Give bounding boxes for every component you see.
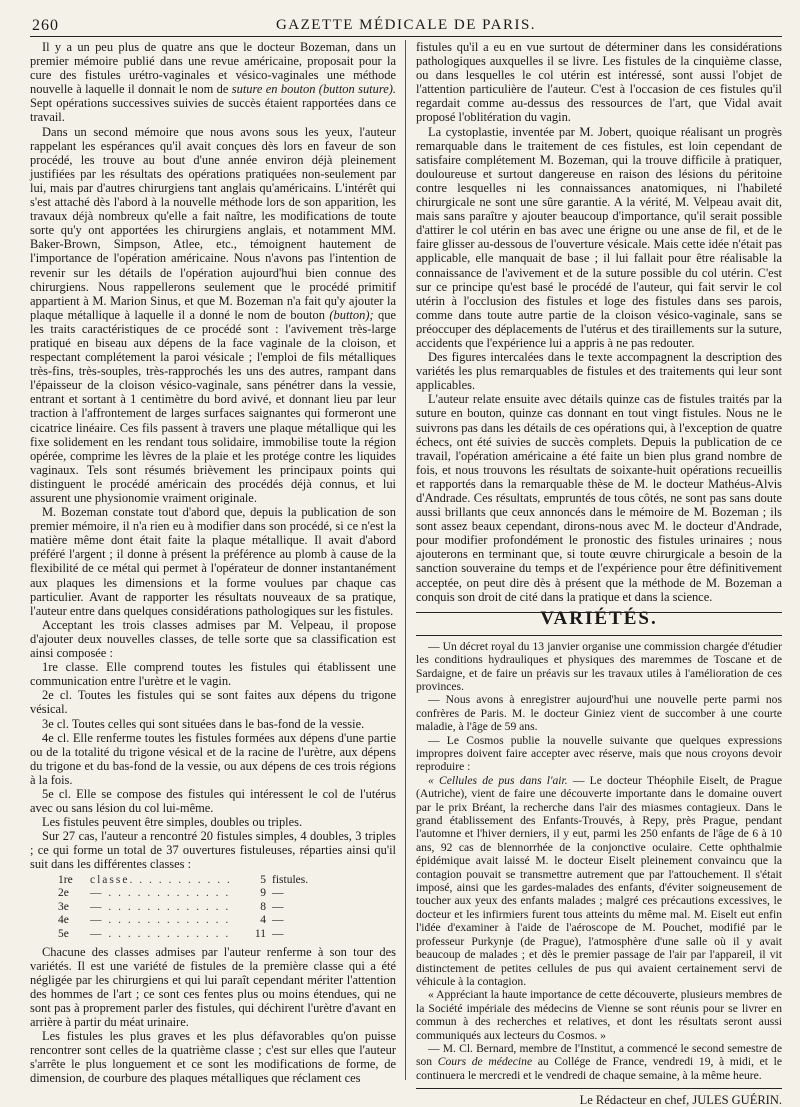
paragraph: fistules qu'il a eu en vue surtout de déterminer dans les considérations pathologiques auxquelles il se livre. Les fistules de la cinquième classe, ou dans lesquelles le col utérin est intéressé, sont aussi l'objet de l'attention particulière de l'auteur. C'est à l'occasion de ces fistules qu'il regardait comme au-dessus des ressources de l'art, que Vidal avait proposé l'oblitération du vagin.	[416, 40, 782, 125]
class-item: 4e cl. Elle renferme toutes les fistules formées aux dépens d'une partie ou de la totalité du trigone vésical et de la racine de l'urètre, aux dépens du trigone et du bas-fond de la vessie, ou aux dépens de ces trois régions à la fois.	[30, 730, 396, 787]
class-item: 2e cl. Toutes les fistules qui se sont faites aux dépens du trigone vésical.	[30, 688, 396, 717]
fistula-count-table	[58, 874, 396, 942]
paragraph: Il y a un peu plus de quatre ans que le docteur Bozeman, dans un premier mémoire publié dans une revue américaine, proposait pour la cure des fistules urétro-vaginales et vésico-vaginales une méthode nouvelle à laquelle il donnait le nom de suture en bouton (button suture). Sept opérations successives suivies de succès étaient rapportées dans ce travail.	[30, 40, 396, 125]
class-item: 5e cl. Elle se compose des fistules qui intéressent le col de l'utérus avec ou sans lésion du col lui-même.	[30, 786, 396, 816]
table-row: 4e — . . . . . . . . . . . . . 4 —	[58, 914, 284, 927]
emphasis: (button);	[329, 307, 374, 322]
table-row: 1re classe. . . . . . . . . . . 5 fistules.	[58, 873, 309, 886]
news-item: — Le Cosmos publie la nouvelle suivante que quelques expressions impropres doivent faire accepter avec réserve, mais que nous croyons devoir reproduire :	[416, 733, 782, 774]
emphasis: Cours de médecine	[437, 1055, 533, 1069]
class-item: 1re classe. Elle comprend toutes les fistules qui établissent une communication entre l'urètre et le vagin.	[30, 660, 396, 689]
table-row: 5e — . . . . . . . . . . . . . 11 —	[58, 927, 284, 940]
varietes-heading: VARIÉTÉS.	[540, 607, 658, 629]
news-item: « Appréciant la haute importance de cette découverte, plusieurs membres de la Société impériale des médecins de Vienne se sont réunis pour se livrer en commun à des recherches et relatives, et dont les résultats seront aussi communiqués aux lecteurs du Cosmos. »	[416, 988, 782, 1042]
page-header	[30, 14, 782, 37]
paragraph: L'auteur relate ensuite avec détails quinze cas de fistules traités par la suture en bouton, quinze cas donnant en tout vingt fistules. Nous ne le suivrons pas dans les détails de ces opérations qui, à l'exception de quatre échecs, ont été suivies de succès complets. Depuis la publication de ce travail, l'opération américaine a été faite un bien plus grand nombre de fois, et nous trouvons les résultats de soixante-huit opérations recueillis et rapportés dans la remarquable thèse de M. le docteur Mathéus-Alvis d'Andrade. Ces résultats, empruntés de tous côtés, ne sont pas sans doute aussi brillants que ceux annoncés dans le mémoire de M. Bozeman ; ils sont assez beaux cependant, dirons-nous avec M. le docteur d'Andrade, pour modifier profondément le pronostic des fistules urinaires ; nous ajouterons en terminant que, si toute œuvre chirurgicale a besoin de la sanction souveraine du temps et de l'expérience pour être définitivement acceptée, on peut dire dès à présent que la méthode de M. Bozeman a conquis son droit de cité dans la pratique et dans la science.	[416, 392, 782, 604]
paragraph: Dans un second mémoire que nous avons sous les yeux, l'auteur rappelant les espérances qu'il avait conçues dès lors en faveur de son procédé, les trouve au bout d'une année environ déjà pleinement justifiées par les résultats des opérations pratiquées non-seulement par lui, mais par d'autres chirurgiens tant anglais qu'américains. L'intérêt qui s'est attaché dès l'abord à la nouvelle méthode lors de son apparition, les travaux déjà nombreux qu'elle a fait naître, les modifications de toute sorte qu'y ont apportées les chirurgiens anglais, et notamment MM. Baker-Brown, Simpson, Atlee, etc., témoignent hautement de l'importance de l'opération américaine. Nous n'avons pas l'intention de revenir sur les détails de l'opération aujourd'hui bien connue des chirurgiens. Nous rappellerons seulement que le procédé primitif appartient à M. Marion Sinus, et que M. Bozeman n'a fait qu'y ajouter la plaque métallique à laquelle il a donné le nom de bouton (button); que les traits caractéristiques de ce procédé sont : l'avivement très-large pratiqué en biseau aux dépens de la face vaginale de la cloison, et respectant complétement la paroi vésicale ; l'emploi de fils métalliques très-fins, très-souples, très-rapprochés les uns des autres, rampant dans l'épaisseur de la cloison vésico-vaginale, sans pénétrer dans la vessie, entrant et sortant à 1 centimètre du bord avivé, et donnant lieu par leur traction à l'affrontement de larges surfaces saignantes qui formeront une cicatrice linéaire. Ces fils passent à travers une plaque métallique qui les fixe solidement en les rendant tous solidaire, immobilise toute la région opérée, comprime les lèvres de la plaie et les protége contre les liquides vaginaux. Tels sont résumés brièvement les principaux points qui distinguent le procédé américain des procédés déjà connus, et lui assurent une physionomie vraiment originale.	[30, 124, 396, 505]
paragraph: Les fistules les plus graves et les plus défavorables qu'on puisse rencontrer sont celles de la quatrième classe ; c'est sur elles que l'auteur s'arrête le plus longuement et ce sont les modifications de forme, de dimension, de courbure des plaques métalliques que réclament ces	[30, 1029, 396, 1086]
columns	[30, 40, 782, 1107]
varietes-section	[416, 640, 782, 1082]
emphasis: « Cellules de pus dans l'air.	[428, 773, 568, 787]
paragraph: Les fistules peuvent être simples, doubles ou triples.	[42, 815, 303, 830]
paragraph: Des figures intercalées dans le texte accompagnent la description des variétés les plus remarquables de fistules et des traitements qui leur sont applicables.	[416, 350, 782, 393]
section-heading-box	[416, 607, 782, 636]
editor-signature: Le Rédacteur en chef, JULES GUÉRIN.	[416, 1088, 782, 1107]
publication-title: GAZETTE MÉDICALE DE PARIS.	[275, 17, 537, 33]
newspaper-page	[30, 14, 782, 1107]
news-item: — Un décret royal du 13 janvier organise une commission chargée d'étudier les conditions hydrauliques et physiques des maremmes de Toscane et de Sardaigne, et de faire un préavis sur les travaux utiles à l'amélioration de ces provinces.	[416, 639, 782, 693]
paragraph: Chacune des classes admises par l'auteur renferme à son tour des variétés. Il est une variété de fistules de la première classe qui a été négligée par les chirurgiens et qui lui paraît cependant mériter l'attention des hommes de l'art ; ce sont ces fentes plus ou moins étendues, qui ne sont pas à proprement parler des fistules, qui déchirent l'urètre d'avant en arrière à partir du méat urinaire.	[30, 944, 396, 1029]
class-item: 3e cl. Toutes celles qui sont situées dans le bas-fond de la vessie.	[42, 716, 365, 731]
table-row: 3e — . . . . . . . . . . . . . 8 —	[58, 900, 284, 913]
paragraph: Acceptant les trois classes admises par M. Velpeau, il propose d'ajouter deux nouvelles classes, de telle sorte que sa classification est ainsi composée :	[30, 617, 396, 661]
news-item: — M. Cl. Bernard, membre de l'Institut, a commencé le second semestre de son Cours de médecine au Collége de France, vendredi 19, à midi, et le continuera le mercredi et le vendredi de chaque semaine, à la même heure.	[416, 1041, 782, 1082]
news-item: — Nous avons à enregistrer aujourd'hui une nouvelle perte parmi nos confrères de Paris. M. le docteur Giniez vient de succomber à une courte maladie, à l'âge de 59 ans.	[416, 693, 782, 734]
column-divider	[405, 40, 406, 1080]
table-row: 2e — . . . . . . . . . . . . . 9 —	[58, 887, 284, 900]
right-column	[416, 40, 782, 1107]
paragraph: M. Bozeman constate tout d'abord que, depuis la publication de son premier mémoire, il n'a rien eu à modifier dans son procédé, si ce n'est la matière même dont était faite la plaque métallique. Il avait d'abord préféré l'argent ; il donne à présent la préférence au plomb à cause de la flexibilité de ce métal qui permet à l'opérateur de donner instantanément aux plaques les dimensions et la forme voulues par chaque cas particulier. Avant de rapporter les résultats nouveaux de sa pratique, l'auteur entre dans quelques considérations pathologiques sur les fistules.	[30, 505, 396, 618]
left-column	[30, 40, 396, 1086]
paragraph: Sur 27 cas, l'auteur a rencontré 20 fistules simples, 4 doubles, 3 triples ; ce qui forme un total de 37 ouvertures fistuleuses, réparties ainsi qu'il suit dans les différentes classes :	[30, 829, 396, 872]
emphasis: suture en bouton (button suture).	[231, 82, 396, 97]
news-item: « Cellules de pus dans l'air. — Le docteur Théophile Eiselt, de Prague (Autriche), vient de faire une découverte importante dans le domaine ouvert par le prix Bréant, la recherche dans l'air des miasmes contagieux. Dans le grand établissement des Enfants-Trouvés, à Repy, près Prague, pendant l'automne et l'hiver derniers, il y eut, parmi les 250 enfants de l'âge de 6 à 10 ans, 92 cas de blennorrhée de la conjonctive oculaire. Cette ophthalmie épidémique avait laissé M. le docteur Eiselt pleinement convaincu que la contagion pouvait se transmettre autrement que par l'attouchement. Il s'était imposé, ainsi que les gardes-malades des enfants, d'éviter soigneusement de toucher aux yeux des enfants malades ; malgré ces précautions excessives, le docteur et les infirmiers furent tous atteints du même mal. M. Eiselt eut enfin l'idée d'examiner à l'aide de l'aéroscope de M. Pouchet, modifié par le professeur Purkynje (de Prague), l'atmosphère d'une salle où il y avait beaucoup de malades ; et dès le premier passage de l'air par l'appareil, il vit distinctement de petites cellules de pus qui avaient certainement servi de véhicule à la contagion.	[416, 773, 782, 988]
paragraph: La cystoplastie, inventée par M. Jobert, quoique réalisant un progrès remarquable dans le traitement de ces fistules, est loin cependant de satisfaire complétement M. Bozeman, qui la trouve difficile à pratiquer, douloureuse et surtout dangereuse en raison des lésions du péritoine contre lesquelles ni les connaissances anatomiques, ni l'habileté chirurgicale ne sont une sûre garantie. A la vérité, M. Velpeau avait dit, mais sans paraître y ajouter beaucoup d'importance, qu'il serait possible d'attirer le col utérin en bas avec une érigne ou une anse de fil, et de le faire glisser au-dessous de l'ouverture vésicale. Mais cette idée n'était pas applicable, elle manquait de base ; il lui fallait pour être réalisable la connaissance de l'avivement et de la suture possible du col utérin. C'est sur ce principe qu'est basé le procédé de l'auteur, qui fait servir le col utérin à l'occlusion des fistules et loge des fistules dans ses parois, comme dans toute autre partie de la cloison vésico-vaginale, sans se préoccuper des déplacements de l'utérus et des tiraillements sur la suture, accidents que l'expérience lui a appris à ne pas redouter.	[416, 124, 782, 350]
page-number: 260	[32, 17, 59, 34]
